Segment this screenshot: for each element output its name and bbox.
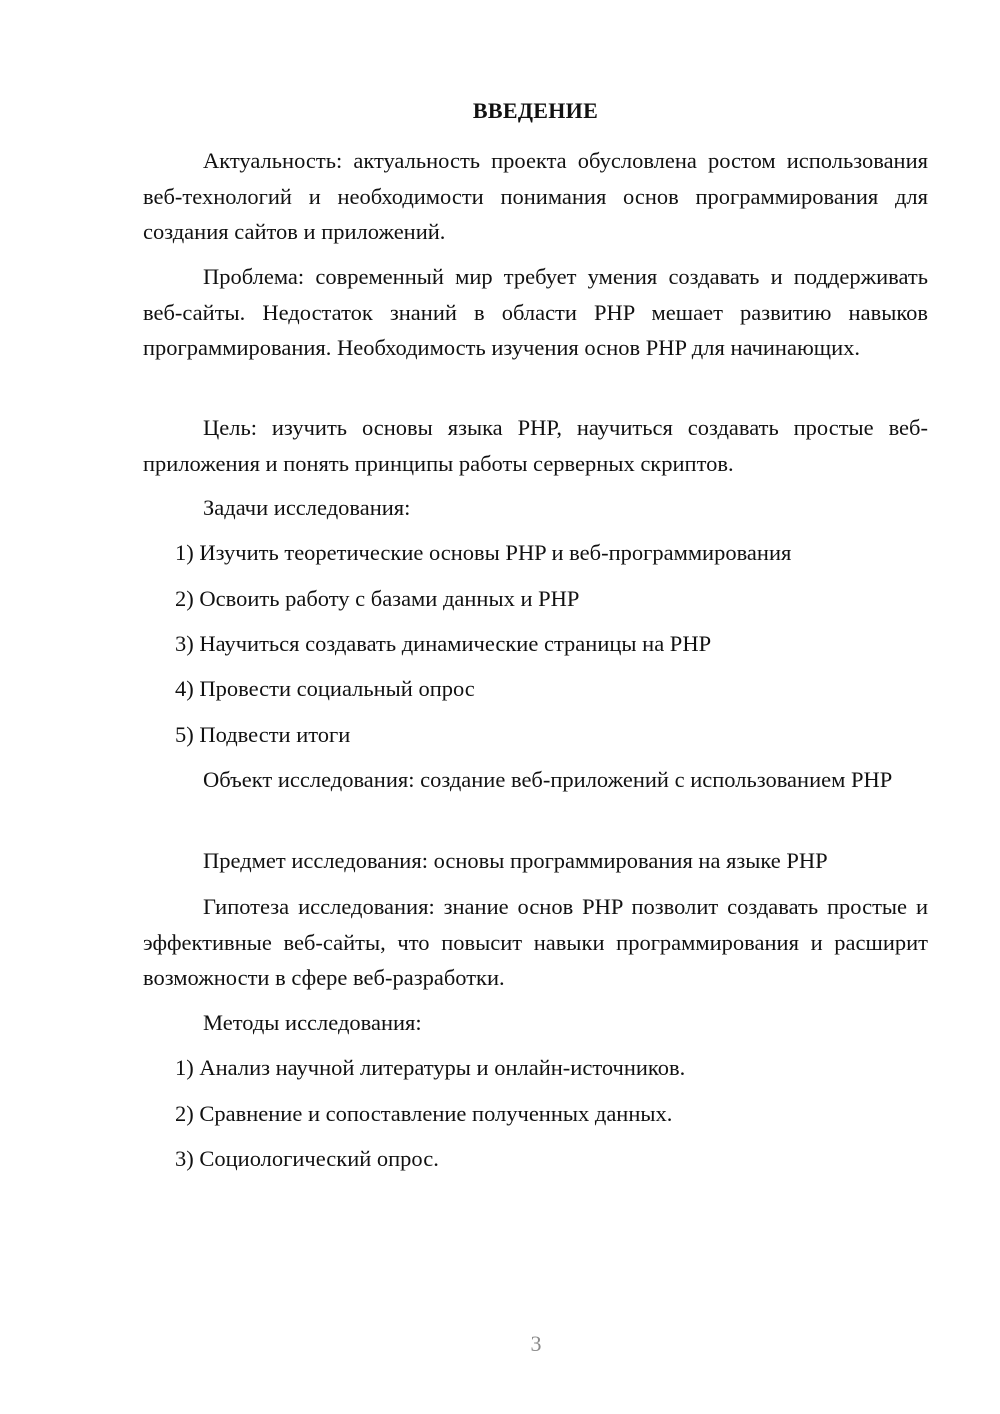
hypothesis-paragraph: Гипотеза исследования: знание основ PHP позволит создавать простые и эффективные веб-сайты, что повысит навыки программирования и расширит возможности в сфере веб-разработки. (143, 894, 928, 990)
methods-title: Методы исследования: (203, 1010, 422, 1035)
page-number: 3 (530, 1331, 542, 1356)
section-heading: ВВЕДЕНИЕ (472, 98, 599, 123)
object-paragraph: Объект исследования: создание веб-приложений с использованием PHP (203, 767, 893, 792)
task-item-4: 4) Провести социальный опрос (175, 676, 475, 701)
method-item-1: 1) Анализ научной литературы и онлайн-источников. (175, 1055, 686, 1080)
task-item-1: 1) Изучить теоретические основы PHP и веб-программирования (175, 540, 792, 565)
task-item-3: 3) Научиться создавать динамические страницы на PHP (175, 631, 712, 656)
tasks-title: Задачи исследования: (203, 495, 411, 520)
task-item-5: 5) Подвести итоги (175, 722, 351, 747)
relevance-paragraph: Актуальность: актуальность проекта обусловлена ростом использования веб-технологий и необходимости понимания основ программирования для создания сайтов и приложений. (143, 148, 928, 244)
goal-paragraph: Цель: изучить основы языка PHP, научиться создавать простые веб-приложения и понять принципы работы серверных скриптов. (143, 415, 928, 476)
task-item-2: 2) Освоить работу с базами данных и PHP (175, 586, 580, 611)
method-item-3: 3) Социологический опрос. (175, 1146, 439, 1171)
method-item-2: 2) Сравнение и сопоставление полученных данных. (175, 1101, 673, 1126)
problem-paragraph: Проблема: современный мир требует умения создавать и поддерживать веб-сайты. Недостаток знаний в области PHP мешает развитию навыков программирования. Необходимость изучения основ PHP для начинающих. (143, 264, 928, 360)
subject-paragraph: Предмет исследования: основы программирования на языке PHP (203, 848, 828, 873)
